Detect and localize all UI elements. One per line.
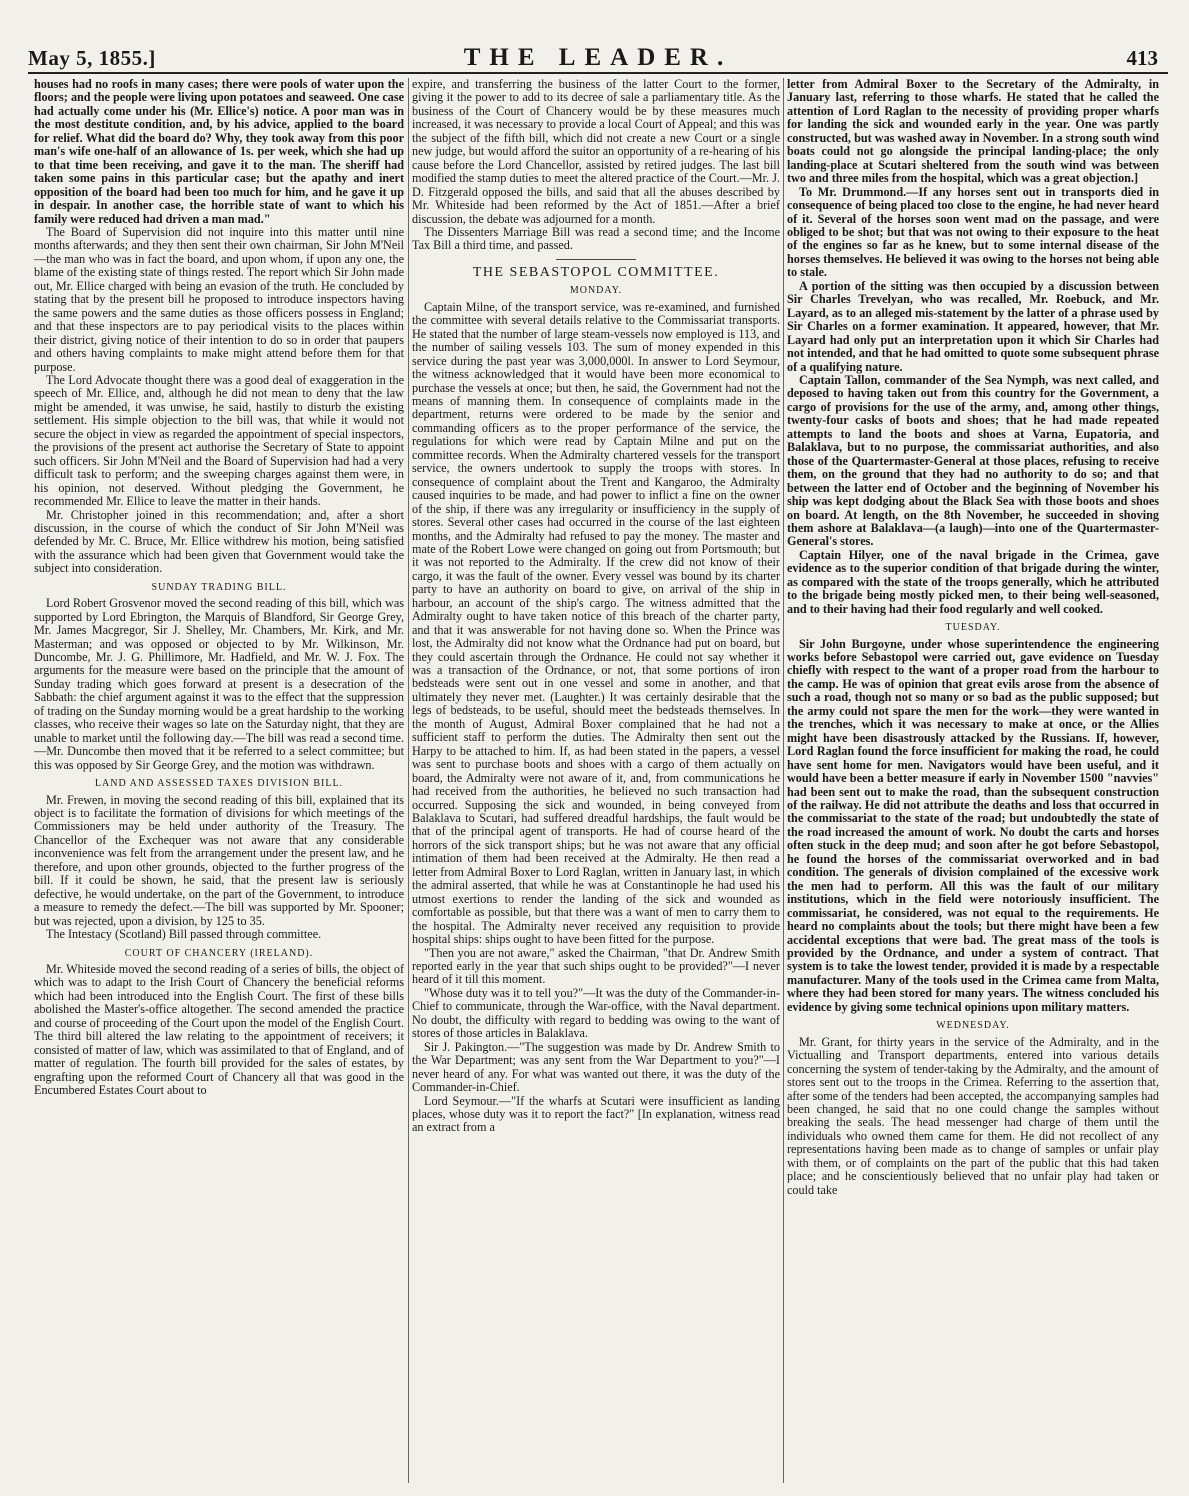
paragraph: A portion of the sitting was then occupied by a discussion between Sir Charles Trevelyan, who was recalled, Mr. Roebuck, and Mr. Layard, as to an alleged mis-statement by the latter of a phrase used by Sir Charles on a former examination. It appeared, however, that Mr. Layard had only put an interpretation upon it which Sir Charles had not intended, and that he had omitted to quote some subsequent phrase of a qualifying nature. <box>787 278 1159 374</box>
paragraph: Mr. Frewen, in moving the second reading of this bill, explained that its object is to facilitate the formation of divisions for which meetings of the Commissioners may be held under authority of the Treasury. The Chancellor of the Exchequer was not aware that any considerable inconvenience was felt from the arrangement under the present law, and he therefore, and upon other grounds, objected to the further progress of the bill. If it could be shown, he said, that the present law is seriously defective, he would undertake, on the part of the Government, to introduce a measure to remedy the defect.—The bill was supported by Mr. Spooner; but was rejected, upon a division, by 125 to 35. <box>34 792 404 928</box>
article-heading: THE SEBASTOPOL COMMITTEE. <box>472 264 720 280</box>
day-heading: WEDNESDAY. <box>936 1020 1010 1032</box>
newspaper-title: THE LEADER. <box>463 44 733 71</box>
paragraph: The Intestacy (Scotland) Bill passed through committee. <box>46 927 322 942</box>
paragraph: letter from Admiral Boxer to the Secretary of the Admiralty, in January last, referring to those wharfs. He stated that he called the attention of Lord Raglan to the necessity of providing proper wharfs for landing the sick and wounded early in the year. One was partly constructed, but was washed away in November. In a strong south wind boats could not go alongside the principal landing-place; the only landing-place at Scutari sheltered from the south wind was between two and three miles from the hospital, which was a great objection.] <box>787 78 1159 186</box>
paragraph: Sir J. Pakington.—"The suggestion was made by Dr. Andrew Smith to the War Department; was any sent from the War Department to you?"—I never heard of any. For what was wanted out there, it was the duty of the Commander-in-Chief. <box>412 1039 780 1095</box>
paragraph: expire, and transferring the business of the latter Court to the former, giving it the power to add to its decree of sale a parliamentary title. As the business of the Court of Chancery would be by these measures much increased, it was necessary to provide a local Court of Appeal; and this was the subject of the fifth bill, which did not create a new Court or a single new judge, but would afford the suitor an opportunity of a re-hearing of his cause before the Lord Chancellor, assisted by retired judges. The last bill modified the stamp duties to meet the altered practice of the Court.—Mr. J. D. Fitzgerald opposed the bills, and said that all the abuses described by Mr. Whiteside had been reformed by the Act of 1851.—After a brief discussion, the debate was adjourned for a month. <box>412 78 780 226</box>
day-heading: MONDAY. <box>569 285 623 297</box>
section-heading: COURT OF CHANCERY (IRELAND). <box>124 947 314 959</box>
paragraph: Captain Milne, of the transport service, was re-examined, and furnished the committee with several details relative to the Commissariat transports. He stated that the number of large steam-vessels now employed is 113, and the number of sailing vessels 103. The sum of money expended in this service during the past year was 3,000,000l. In answer to Lord Seymour, the witness acknowledged that it would have been more economical to purchase the vessels at once; but then, he said, the Government had not the means of manning them. In consequence of complaints made in the department, returns were ordered to be made by the senior and commanding officers as to the proper performance of the service, the regulations for which were read by Captain Milne and put on the committee records. When the Admiralty chartered vessels for the transport service, the owners undertook to supply the troops with stores. In consequence of complaint about the Trent and Kangaroo, the Admiralty caused inquiries to be made, and had power to inflict a fine on the owner of the ship, if there was any irregularity or insufficiency in the supply of stores. Several other cases had occurred in the course of the last eighteen months, and the Admiralty had refused to pay the money. The master and mate of the Robert Lowe were changed on going out from Portsmouth; but it was not reported to the Admiralty. If the crew did not know of their cargo, it was the fault of the owner. Every vessel was bound by its charter party to have an authority on board to give, on arrival of the ship in harbour, an account of the ship's cargo. The witness admitted that the Admiralty ought to have taken notice of this breach of the charter party, and that it was answerable for not having done so. When the Prince was lost, the Admiralty did not know what the Ordnance had put on board, but they could ascertain through the Ordnance. He could not say whether it was a transaction of the Ordnance, or not, that some portions of iron bedsteads were sent out in one vessel and some in another, and that ultimately they never met. (Laughter.) It was certainly desirable that the legs of bedsteads, to be useful, should meet the bedsteads themselves. In the month of August, Admiral Boxer complained that he had not a sufficient staff to perform the duties. The Admiralty then sent out the Harpy to be attached to him. If, as had been stated in the papers, a vessel was sent to purchase boots and shoes with a cargo of them actually on board, the Admiralty were not aware of it, and, from communications he had received from the authorities, he believed no such transaction had occurred. Supposing the sick and wounded, in being conveyed from Balaklava to Scutari, had suffered dreadful hardships, the fault would be that of the principal agent of transports. He had of course heard of the horrors of the sick transport ships; but he was not aware that any official intimation of them had been received at the Admiralty. He then read a letter from Admiral Boxer to Lord Raglan, written in January last, in which the admiral asserted, that while he was at Constantinople he had used his utmost exertions to render the landing of the sick and wounded as comfortable as possible, but that there was a want of men to carry them to the hospital. The Admiralty never received any requisition to provide hospital ships: ships ought to have been fitted for the purpose. <box>412 299 780 947</box>
paragraph: Mr. Grant, for thirty years in the service of the Admiralty, and in the Victualling and Transport departments, entered into various details concerning the system of tender-taking by the Admiralty, and the amount of stores sent out to the troops in the Crimea. Referring to the assertion that, after some of the tenders had been accepted, the accompanying samples had been changed, he said that no one could change the samples without breaking the seals. The head messenger had charge of them until the individuals who owned them came for them. He did not recollect of any representations having been made as to change of samples or unfair play with them, or of complaints on the part of the public that this had taken place; and he conscientiously believed that no unfair play had taken or could take <box>787 1034 1159 1197</box>
page-number: 413 <box>1126 46 1158 70</box>
column-divider <box>408 78 409 1483</box>
issue-date: May 5, 1855.] <box>28 46 156 70</box>
column-3 <box>787 78 1159 1483</box>
paragraph: Mr. Christopher joined in this recommendation; and, after a short discussion, in the course of which the conduct of Sir John M'Neil was defended by Mr. C. Bruce, Mr. Ellice withdrew his motion, being satisfied with the assurance which had been given that Government would take the subject into consideration. <box>34 507 404 576</box>
column-1 <box>34 78 404 1483</box>
column-divider <box>783 78 784 1483</box>
paragraph: To Mr. Drummond.—If any horses sent out in transports died in consequence of being placed too close to the engine, he had never heard of it. Several of the horses soon went mad on the passage, and were obliged to be shot; but that was not owing to their exposure to the heat of the engines so far as he knew, but to some internal disease of the horses themselves. He believed it was owing to the horses not being able to stale. <box>787 184 1159 280</box>
section-heading: LAND AND ASSESSED TAXES DIVISION BILL. <box>94 778 344 790</box>
paragraph: The Lord Advocate thought there was a good deal of exaggeration in the speech of Mr. Ellice, and, although he did not mean to deny that the law might be amended, it was unwise, he said, hastily to disturb the existing settlement. His simple objection to the bill was, that while it would not secure the object in view as regarded the appointment of special inspectors, the provisions of the present act authorise the Secretary of State to appoint such officers. Sir John M'Neil and the Board of Supervision had had a very difficult task to perform; and the sweeping charges against them were, in his opinion, not deserved. Without pledging the Government, he recommended Mr. Ellice to leave the matter in their hands. <box>34 372 404 509</box>
paragraph: The Dissenters Marriage Bill was read a second time; and the Income Tax Bill a third time, and passed. <box>412 224 780 253</box>
paragraph: "Then you are not aware," asked the Chairman, "that Dr. Andrew Smith reported early in the year that such ships ought to be provided?"—I never heard of it till this moment. <box>412 945 780 987</box>
paragraph: houses had no roofs in many cases; there were pools of water upon the floors; and the people were living upon potatoes and seaweed. One case had actually come under his (Mr. Ellice's) notice. A poor man was in the most destitute condition, and, by his advice, applied to the board for relief. What did the board do? Why, they took away from this poor man's wife one-half of an allowance of 1s. per week, which she had up to that time been receiving, and gave it to the man. The sheriff had taken some pains in this particular case; but the apathy and inert opposition of the board had been too much for him, and he gave it up in despair. In another case, the horrible state of want to which his family were reduced had driven a man mad." <box>34 78 404 226</box>
paragraph: Sir John Burgoyne, under whose superintendence the engineering works before Sebastopol were carried out, gave evidence on Tuesday chiefly with respect to the want of a proper road from the harbour to the camp. He was of opinion that great evils arose from the absence of such a road, though not so many or so bad as the public supposed; but the army could not spare the men for the work—they were wanted in the trenches, which it was necessary to make at once, or the Allies might have been disastrously attacked by the Russians. If, however, Lord Raglan found the force insufficient for making the road, he could have sent home for men. Navigators would have been useful, and it would have been a better measure if early in November 1500 "navvies" had been sent out to make the road, than the subsequent construction of the railway. He did not attribute the deaths and loss that occurred in the commissariat to the state of the road; but undoubtedly the state of the road increased the amount of work. No doubt the carts and horses often stuck in the deep mud; and soon after he got before Sebastopol, he found the horses of the commissariat overworked and in bad condition. The generals of division complained of the excessive work the men had to perform. All this was the fault of our military institutions, which in the field were notoriously insufficient. The commissariat, he considered, was not equal to the requirements. He heard no complaints about the tools; but there might have been a few accidental exceptions that were bad. The great mass of the tools is provided by the Ordnance, and under a system of contract. That system is to take the lowest tender, provided it is made by a respectable manufacturer. Many of the tools used in the Crimea came from Malta, where they had been stored for many years. The witness concluded his evidence by giving some technical opinions upon military matters. <box>787 636 1159 1014</box>
column-2 <box>412 78 780 1483</box>
masthead <box>28 40 1168 70</box>
section-rule <box>556 259 636 260</box>
paragraph: Lord Robert Grosvenor moved the second reading of this bill, which was supported by Lord Ebrington, the Marquis of Blandford, Sir George Grey, Mr. James Macgregor, Sir J. Shelley, Mr. Chambers, Mr. Kirk, and Mr. Masterman; and was opposed or objected to by Mr. Wilkinson, Mr. Duncombe, Mr. J. G. Phillimore, Mr. Hadfield, and Mr. W. J. Fox. The arguments for the measure were based on the principle that the amount of Sunday trading which goes forward at present is a desecration of the Sabbath: the chief argument against it was to the effect that the suppression of trading on the Sunday morning would be a great hardship to the working classes, who receive their wages so late on the Saturday night, that they are unable to market until the following day.—The bill was read a second time.—Mr. Duncombe then moved that it be referred to a select committee; but this was opposed by Sir George Grey, and the motion was withdrawn. <box>34 596 404 772</box>
day-heading: TUESDAY. <box>945 622 1001 634</box>
masthead-rule <box>28 72 1168 74</box>
paragraph: Captain Tallon, commander of the Sea Nymph, was next called, and deposed to having taken out from this country for the Government, a cargo of provisions for the use of the army, and, among other things, twenty-four casks of boots and shoes; that he had made repeated attempts to land the boots and shoes at Varna, Eupatoria, and Balaklava, but to no purpose, the commissariat authorities, and also those of the Quartermaster-General at those places, refusing to receive them, on the ground that they had no authority to do so; and that between the latter end of October and the beginning of November his ship was kept dodging about the Black Sea with those boots and shoes on board. At length, on the 8th November, he succeeded in shoving them ashore at Balaklava—(a laugh)—into one of the Quartermaster-General's stores. <box>787 372 1159 549</box>
paragraph: Mr. Whiteside moved the second reading of a series of bills, the object of which was to adapt to the Irish Court of Chancery the beneficial reforms which had been introduced into the English Court. The first of these bills abolished the Master's-office altogether. The second amended the practice and course of proceeding of the Court upon the model of the English Court. The third bill altered the law relating to the appointment of receivers; it consisted of matter of law, which was assimilated to that of England, and of matter of regulation. The fourth bill provided for the sales of estates, by engrafting upon the reformed Court of Chancery all that was good in the Encumbered Estates Court about to <box>34 962 404 1098</box>
paragraph: The Board of Supervision did not inquire into this matter until nine months afterwards; and they then sent their own chairman, Sir John M'Neil—the man who was in fact the board, and upon whom, if upon any one, the blame of the existing state of things rested. The report which Sir John made out, Mr. Ellice charged with being an evasion of the truth. He concluded by stating that by the present bill he proposed to introduce inspectors having the same powers and the same duties as those officers possess in England; and that these inspectors are to pay periodical visits to the places within their district, giving notice of their intention to do so in order that paupers and others having complaints to make might attend before them for that purpose. <box>34 224 404 374</box>
paragraph: Lord Seymour.—"If the wharfs at Scutari were insufficient as landing places, whose duty was it to report the fact?" [In explanation, witness read an extract from a <box>412 1093 780 1135</box>
paragraph: Captain Hilyer, one of the naval brigade in the Crimea, gave evidence as to the superior condition of that brigade during the winter, as compared with the state of the troops generally, which he attributed to the brigade being mostly picked men, to their being well-seasoned, and to their having had their food regularly and well cooked. <box>787 547 1159 616</box>
paragraph: "Whose duty was it to tell you?"—It was the duty of the Commander-in-Chief to communicate, through the War-office, with the Naval department. No doubt, the difficulty with regard to bedding was owing to the want of stores of those articles in Balaklava. <box>412 985 780 1041</box>
section-heading: SUNDAY TRADING BILL. <box>151 581 287 593</box>
